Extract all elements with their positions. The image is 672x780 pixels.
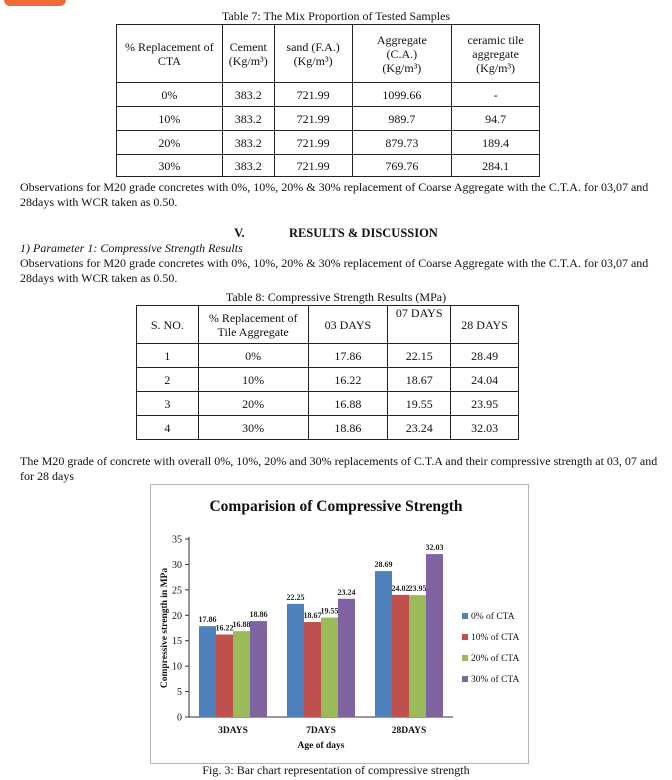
bar-0-of-cta-3days [199,626,216,717]
data-label: 24.02 [391,583,410,593]
table7-cell: 383.2 [222,131,274,155]
bar-30-of-cta-3days [250,621,267,717]
y-tick-label: 25 [172,585,182,597]
table7-cell: 383.2 [222,107,274,131]
bar-30-of-cta-28days [426,554,443,717]
table7-header-cell: ceramic tile aggregate (Kg/m³) [452,25,540,83]
data-label: 23.24 [337,587,356,597]
table8-cell: 24.04 [451,368,519,392]
data-label: 19.55 [320,606,339,616]
data-label: 22.25 [286,592,305,602]
bar-0-of-cta-7days [287,604,304,717]
chart-container [150,484,529,764]
table8-cell: 22.15 [388,344,451,368]
section-heading [0,226,672,241]
table8-row [137,368,519,392]
compressive-strength-chart [151,485,528,763]
section-number: V. [234,226,245,240]
y-tick-label: 20 [172,610,182,622]
table8-row [137,416,519,440]
data-label: 23.95 [408,584,427,594]
y-tick-label: 30 [172,559,182,571]
legend-swatch [462,655,468,661]
data-label: 32.03 [425,543,444,553]
table8-row [137,344,519,368]
journal-logo-fragment [4,0,66,6]
bar-20-of-cta-28days [409,595,426,717]
legend-label: 0% of CTA [471,612,515,622]
table8-header-cell: 07 DAYS [388,306,451,344]
legend-swatch [462,634,468,640]
chart-intro-paragraph: The M20 grade of concrete with overall 0%, 10%, 20% and 30% replacements of C.T.A and their compressive strength at 03, 07 and for 28 days [20,454,658,483]
section-title: RESULTS & DISCUSSION [288,226,438,240]
table7-cell: 0% [117,83,223,107]
table8-cell: 10% [198,368,308,392]
x-tick-label: 7DAYS [306,726,336,736]
y-tick-label: 0 [177,712,182,724]
x-tick-label: 28DAYS [391,726,427,736]
table7-cell: 284.1 [452,155,540,177]
legend-swatch [462,613,468,619]
bar-20-of-cta-3days [233,631,250,717]
table7-cell: 989.7 [352,107,452,131]
observation-paragraph: Observations for M20 grade concretes with 0%, 10%, 20% & 30% replacement of Coarse Aggregate with the C.T.A. for 03,07 and 28days with WCR taken as 0.50. [20,180,649,209]
table8-cell: 23.95 [451,392,519,416]
data-label: 16.22 [215,623,234,633]
table7-row [117,107,540,131]
table7-cell: 1099.66 [352,83,452,107]
y-tick-label: 15 [172,636,182,648]
table7-row [117,131,540,155]
mix-proportion-table [116,24,540,177]
table8-cell: 32.03 [451,416,519,440]
table7-header-cell: % Replacement of CTA [117,25,223,83]
table8-cell: 0% [198,344,308,368]
table8-cell: 16.88 [308,392,388,416]
table7-cell: 383.2 [222,155,274,177]
table7-cell: 189.4 [452,131,540,155]
table8-cell: 4 [137,416,199,440]
table8-header-cell: 03 DAYS [308,306,388,344]
table8-header-cell: 28 DAYS [451,306,519,344]
table8-cell: 18.86 [308,416,388,440]
table7-cell: 94.7 [452,107,540,131]
bar-10-of-cta-3days [216,635,233,717]
table7-header-cell: sand (F.A.) (Kg/m³) [274,25,352,83]
table7-cell: 10% [117,107,223,131]
data-label: 18.67 [303,611,322,621]
table8-cell: 30% [198,416,308,440]
legend-label: 20% of CTA [471,654,520,664]
table7-caption: Table 7: The Mix Proportion of Tested Samples [221,9,451,23]
legend-swatch [462,676,468,682]
y-tick-label: 10 [172,661,182,673]
data-label: 17.86 [198,615,217,625]
table7-header-cell: Cement (Kg/m³) [222,25,274,83]
table7-cell: 383.2 [222,83,274,107]
table7-cell: 721.99 [274,107,352,131]
table8-cell: 17.86 [308,344,388,368]
y-tick-label: 5 [177,687,182,699]
y-tick-label: 35 [172,534,182,546]
compressive-strength-table [136,305,519,440]
table8-cell: 2 [137,368,199,392]
chart-title: Comparision of Compressive Strength [209,498,463,515]
table8-cell: 18.67 [388,368,451,392]
bar-10-of-cta-7days [304,622,321,717]
table8-header-row [137,306,519,344]
table7-row [117,83,540,107]
table7-cell: 20% [117,131,223,155]
data-label: 28.69 [374,560,393,570]
subsection-heading: 1) Parameter 1: Compressive Strength Results [20,241,243,255]
x-axis-label: Age of days [297,741,345,751]
table8-cell: 3 [137,392,199,416]
table7-cell: 721.99 [274,131,352,155]
table7-cell: 769.76 [352,155,452,177]
table7-cell: - [452,83,540,107]
table8-caption: Table 8: Compressive Strength Results (MPa) [225,290,447,304]
figure-caption: Fig. 3: Bar chart representation of compressive strength [202,763,470,777]
table7-header-cell: Aggregate (C.A.) (Kg/m³) [352,25,452,83]
table8-cell: 1 [137,344,199,368]
table8-cell: 16.22 [308,368,388,392]
x-tick-label: 3DAYS [218,726,248,736]
table7-cell: 721.99 [274,83,352,107]
legend-label: 10% of CTA [471,633,520,643]
observation-paragraph-2: Observations for M20 grade concretes with 0%, 10%, 20% & 30% replacement of Coarse Aggregate with the C.T.A. for 03,07 and 28days with WCR taken as 0.50. [20,256,649,285]
table8-cell: 20% [198,392,308,416]
table8-cell: 19.55 [388,392,451,416]
table7-cell: 30% [117,155,223,177]
table8-header-cell: S. NO. [137,306,199,344]
bar-30-of-cta-7days [338,599,355,717]
table7-header-row [117,25,540,83]
data-label: 16.88 [232,620,251,630]
table8-header-cell: % Replacement of Tile Aggregate [198,306,308,344]
bar-10-of-cta-28days [392,595,409,717]
table8-row [137,392,519,416]
table8-cell: 23.24 [388,416,451,440]
table7-cell: 721.99 [274,155,352,177]
table7-cell: 879.73 [352,131,452,155]
table8-cell: 28.49 [451,344,519,368]
legend-label: 30% of CTA [471,675,520,685]
table7-row [117,155,540,177]
bar-0-of-cta-28days [375,571,392,717]
bar-20-of-cta-7days [321,618,338,717]
y-axis-label: Compressive strength in MPa [160,567,170,689]
data-label: 18.86 [249,610,268,620]
